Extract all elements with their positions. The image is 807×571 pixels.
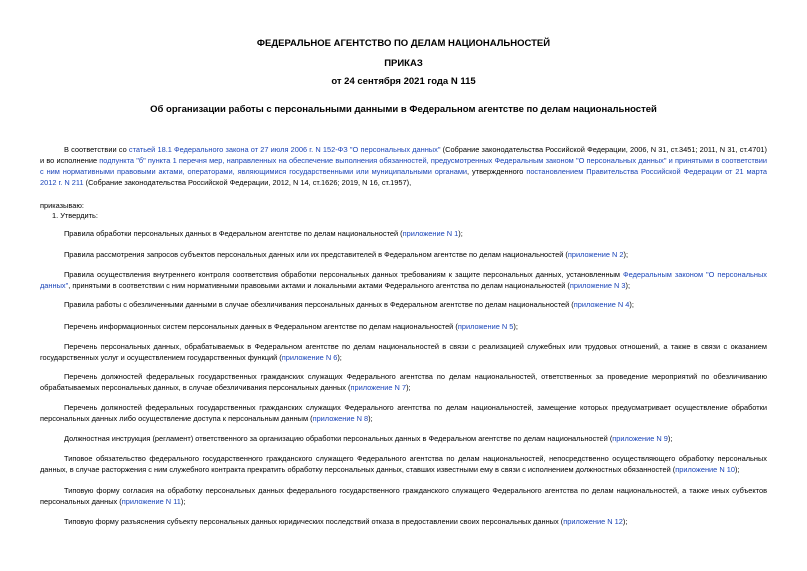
appendix-item-tail: ); [180,497,186,506]
appendix-link[interactable]: приложение N 12 [563,517,623,526]
appendix-link[interactable]: приложение N 11 [121,497,181,506]
appendix-item-tail: ); [629,300,634,309]
appendix-link[interactable]: приложение N 3 [569,281,626,290]
appendix-link[interactable]: приложение N 9 [612,434,668,443]
preamble-text: (Собрание законодательства Российской Федерации, 2012, N 14, ст.1626; 2019, N 16, ст.1957), [83,178,412,187]
appendix-item-text: Должностная инструкция (регламент) ответственного за организацию обработки персональных данных в Федеральном агентстве по делам национальностей ( [64,434,613,443]
appendix-item [40,402,767,424]
appendix-item-text: Правила обработки персональных данных в Федеральном агентстве по делам национальностей ( [64,229,403,238]
appendix-item-tail: ); [622,517,628,526]
law-152-fz-link[interactable]: статьей 18.1 Федерального закона от 27 июля 2006 г. N 152-ФЗ "О персональных данных" [128,145,441,154]
document-title: Об организации работы с персональными данными в Федеральном агентстве по делам национальностей [150,104,657,115]
appendix-item-text: Типовое обязательство федерального государственного гражданского служащего Федерального агентства по делам национальностей, непосредственно осуществляющего обработку персональных данных, в случае расторжения с ним служебного контракта прекратить обработку персональных данных, ставших известными ему в связи с исполнением должностных обязанностей ( [40,454,767,474]
agency-name: ФЕДЕРАЛЬНОЕ АГЕНТСТВО ПО ДЕЛАМ НАЦИОНАЛЬНОСТЕЙ [256,38,551,49]
appendix-link[interactable]: приложение N 8 [312,414,369,423]
appendix-item [40,321,767,332]
appendix-link[interactable]: приложение N 4 [573,300,630,309]
appendix-item-text: Перечень должностей федеральных государственных гражданских служащих Федерального агентства по делам национальностей, ответственных за проведение мероприятий по обезличиванию обрабатываемых персональных данных, в случае обезличивания персональных данных ( [40,372,767,392]
personal-data-law-link[interactable]: Федеральным законом "О персональных данных" [40,270,767,290]
appendix-item [40,341,767,363]
appendix-link[interactable]: приложение N 6 [281,353,338,362]
preamble-text: , утвержденного [467,167,527,176]
appendix-item [40,249,767,260]
appendix-item [40,299,767,310]
appendix-link[interactable]: приложение N 10 [675,465,735,474]
appendix-item-text: Перечень информационных систем персональных данных в Федеральном агентстве по делам национальностей ( [64,322,458,331]
appendix-item [40,485,767,507]
order-word: приказываю: [40,201,84,210]
appendix-item [40,516,767,527]
appendix-item [40,228,767,239]
document-type: ПРИКАЗ [384,58,423,69]
appendix-link[interactable]: приложение N 5 [457,322,514,331]
government-decree-link[interactable]: постановлением Правительства Российской Федерации от 21 марта 2012 г. N 211 [40,167,767,187]
preamble-text: В соответствии со [64,145,129,154]
appendix-link[interactable]: приложение N 7 [350,383,407,392]
appendix-item-text: Правила осуществления внутреннего контроля соответствия обработки персональных данных требованиям к защите персональных данных, установленным [64,270,623,279]
appendix-item [40,371,767,393]
appendix-item-tail: ); [734,465,740,474]
appendix-item-tail: ); [337,353,342,362]
preamble-text: (Собрание законодательства Российской Федерации, 2006, N 31, ст.3451; 2011, N 31, ст.4701) и во исполнение [40,145,767,165]
appendix-item-text: Типовую форму согласия на обработку персональных данных федерального государственного гражданского служащего Федерального агентства по делам национальностей, а также иных субъектов персональных данных ( [40,486,767,506]
preamble-paragraph [40,144,767,188]
appendix-item-tail: ); [623,250,628,259]
appendix-item-text: Правила рассмотрения запросов субъектов персональных данных или их представителей в Федеральном агентстве по делам национальностей ( [64,250,568,259]
appendix-link[interactable]: приложение N 1 [402,229,459,238]
measures-list-link[interactable]: подпункта "б" пункта 1 перечня мер, направленных на обеспечение выполнения обязанностей, предусмотренных Федеральным законом "О персональных данных" и принятыми в соответствии с ним нормативными правовыми актами, операторами, являющимися государственными или муниципальными органами [40,156,767,176]
appendix-item [40,453,767,475]
document-date-number: от 24 сентября 2021 года N 115 [331,76,476,87]
appendix-item-text: Перечень должностей федеральных государственных гражданских служащих Федерального агентства по делам национальностей, замещение которых предусматривает осуществление обработки персональных данных либо осуществление доступа к персональным данным ( [40,403,767,423]
appendix-item-text: Правила работы с обезличенными данными в случае обезличивания персональных данных в Федеральном агентстве по делам национальностей ( [64,300,574,309]
appendix-item-tail: ); [625,281,631,290]
appendix-item-text: Типовую форму разъяснения субъекту персональных данных юридических последствий отказа в предоставлении своих персональных данных ( [64,517,564,526]
appendix-item-text: Перечень персональных данных, обрабатываемых в Федеральном агентстве по делам национальностей в связи с реализацией служебных или трудовых отношений, а также в связи с оказанием государственных услуг и осуществлением государственных функций ( [40,342,767,362]
appendix-item-text: , принятыми в соответствии с ним нормативными правовыми актами и локальными актами Федерального агентства по делам национальностей ( [68,281,570,290]
appendix-item-tail: ); [406,383,411,392]
item-1-approve: 1. Утвердить: [52,211,98,220]
appendix-item-tail: ); [513,322,518,331]
appendix-item [40,269,767,291]
appendix-item-tail: ); [458,229,463,238]
appendix-item-tail: ); [368,414,373,423]
appendix-item [40,433,767,444]
appendix-link[interactable]: приложение N 2 [567,250,624,259]
appendix-item-tail: ); [667,434,673,443]
